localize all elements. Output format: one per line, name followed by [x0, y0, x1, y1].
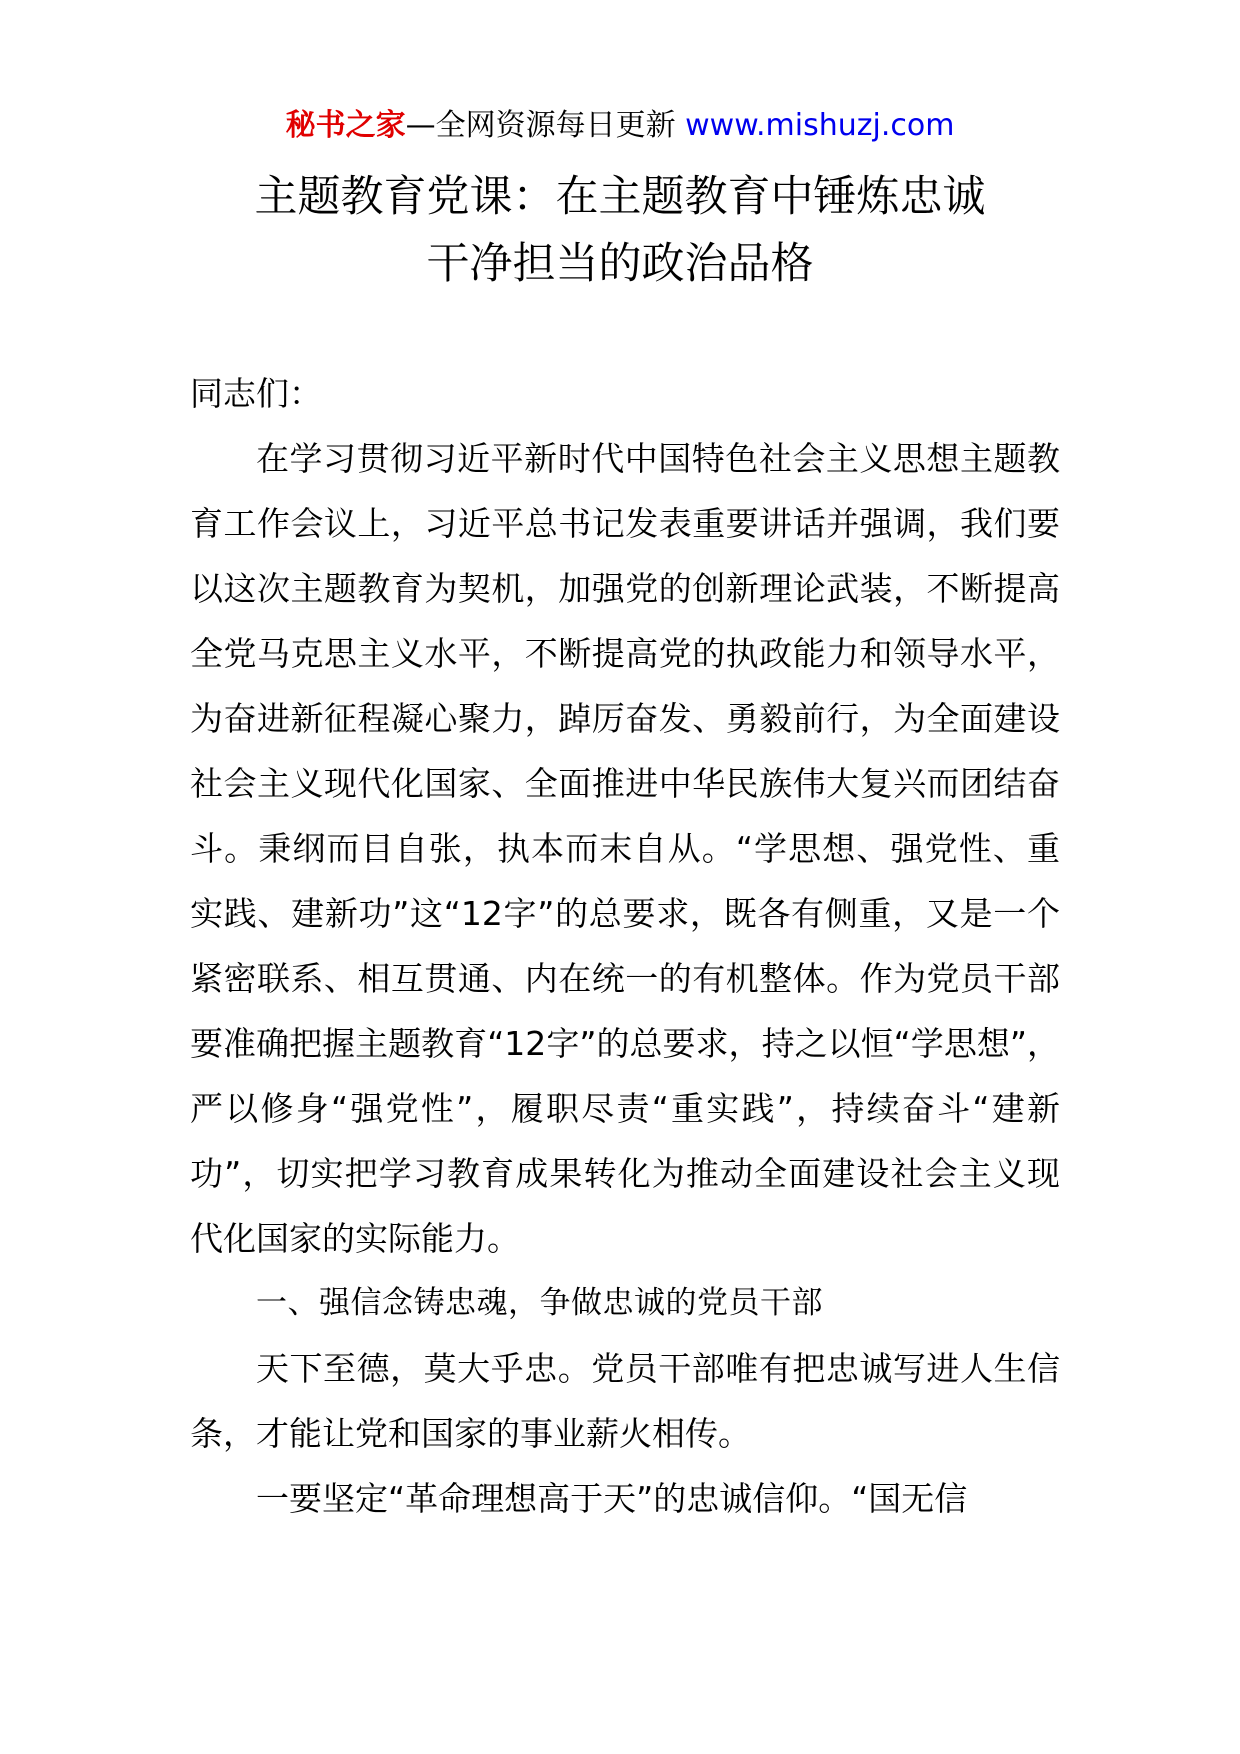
site-header: [0, 104, 1240, 148]
title-line-2: 干净担当的政治品格: [426, 239, 814, 289]
paragraph-belief: 一要坚定“革命理想高于天”的忠诚信仰。“国无信: [256, 1479, 968, 1518]
document-body: [190, 361, 1060, 1531]
document-title: [0, 164, 1240, 298]
site-url-link[interactable]: www.mishuzj.com: [685, 108, 955, 143]
header-tagline: 全网资源每日更新: [435, 108, 686, 143]
paragraph-intro: 在学习贯彻习近平新时代中国特色社会主义思想主题教育工作会议上，习近平总书记发表重要讲话并强调，我们要以这次主题教育为契机，加强党的创新理论武装，不断提高全党马克思主义水平，不断提高党的执政能力和领导水平，为奋进新征程凝心聚力，踔厉奋发、勇毅前行，为全面建设社会主义现代化国家、全面推进中华民族伟大复兴而团结奋斗。秉纲而目自张，执本而末自从。“学思想、强党性、重实践、建新功”这“12字”的总要求，既各有侧重，又是一个紧密联系、相互贯通、内在统一的有机整体。作为党员干部要准确把握主题教育“12字”的总要求，持之以恒“学思想”，严以修身“强党性”，履职尽责“重实践”，持续奋斗“建新功”，切实把学习教育成果转化为推动全面建设社会主义现代化国家的实际能力。: [190, 439, 1060, 1258]
section-heading-1: 一、强信念铸忠魂，争做忠诚的党员干部: [256, 1285, 823, 1321]
paragraph-loyalty: 天下至德，莫大乎忠。党员干部唯有把忠诚写进人生信条，才能让党和国家的事业薪火相传。: [190, 1349, 1060, 1453]
salutation: 同志们：: [190, 374, 322, 413]
brand-name: 秘书之家: [285, 108, 406, 143]
header-dash: —: [405, 108, 436, 143]
title-line-1: 主题教育党课：在主题教育中锤炼忠诚: [254, 172, 986, 222]
